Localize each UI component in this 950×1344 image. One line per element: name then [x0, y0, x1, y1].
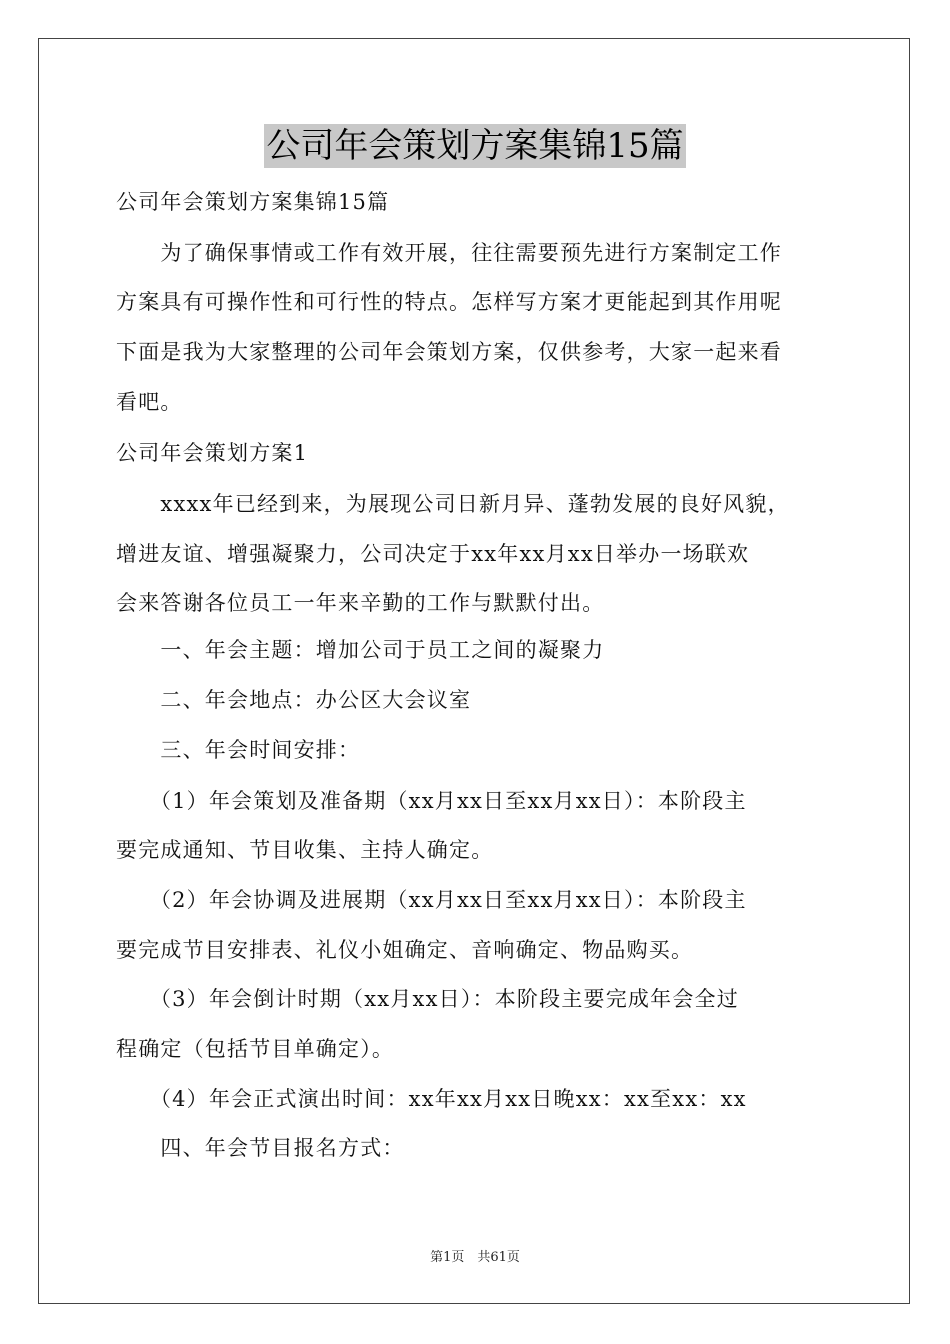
page-border [38, 38, 910, 1304]
body-line: 下面是我为大家整理的公司年会策划方案，仅供参考，大家一起来看 [116, 340, 782, 364]
body-line: xxxx年已经到来，为展现公司日新月异、蓬勃发展的良好风貌， [116, 492, 790, 516]
body-line: 增进友谊、增强凝聚力，公司决定于xx年xx月xx日举办一场联欢 [116, 542, 750, 566]
list-item: 一、年会主题：增加公司于员工之间的凝聚力 [116, 638, 605, 662]
body-line: 要完成节目安排表、礼仪小姐确定、音响确定、物品购买。 [116, 938, 694, 962]
list-item: （3）年会倒计时期（xx月xx日）：本阶段主要完成年会全过 [116, 987, 739, 1011]
subtitle-line: 公司年会策划方案集锦15篇 [116, 190, 390, 214]
list-item: （1）年会策划及准备期（xx月xx日至xx月xx日）：本阶段主 [116, 789, 747, 813]
body-line: 程确定（包括节目单确定）。 [116, 1037, 395, 1061]
list-item: 三、年会时间安排： [116, 738, 361, 762]
body-line: 为了确保事情或工作有效开展，往往需要预先进行方案制定工作 [116, 241, 782, 265]
list-item: （2）年会协调及进展期（xx月xx日至xx月xx日）：本阶段主 [116, 888, 747, 912]
body-line: 要完成通知、节目收集、主持人确定。 [116, 838, 494, 862]
title-container [0, 124, 950, 168]
body-line: 会来答谢各位员工一年来辛勤的工作与默默付出。 [116, 591, 605, 615]
section-heading: 公司年会策划方案1 [116, 441, 309, 465]
list-item: 二、年会地点：办公区大会议室 [116, 688, 472, 712]
list-item: （4）年会正式演出时间：xx年xx月xx日晚xx：xx至xx：xx [116, 1087, 747, 1111]
page-number-footer: 第1页 共61页 [430, 1250, 520, 1265]
body-line: 看吧。 [116, 390, 183, 414]
body-line: 方案具有可操作性和可行性的特点。怎样写方案才更能起到其作用呢 [116, 290, 782, 314]
document-title: 公司年会策划方案集锦15篇 [266, 126, 684, 166]
list-item: 四、年会节目报名方式： [116, 1136, 405, 1160]
